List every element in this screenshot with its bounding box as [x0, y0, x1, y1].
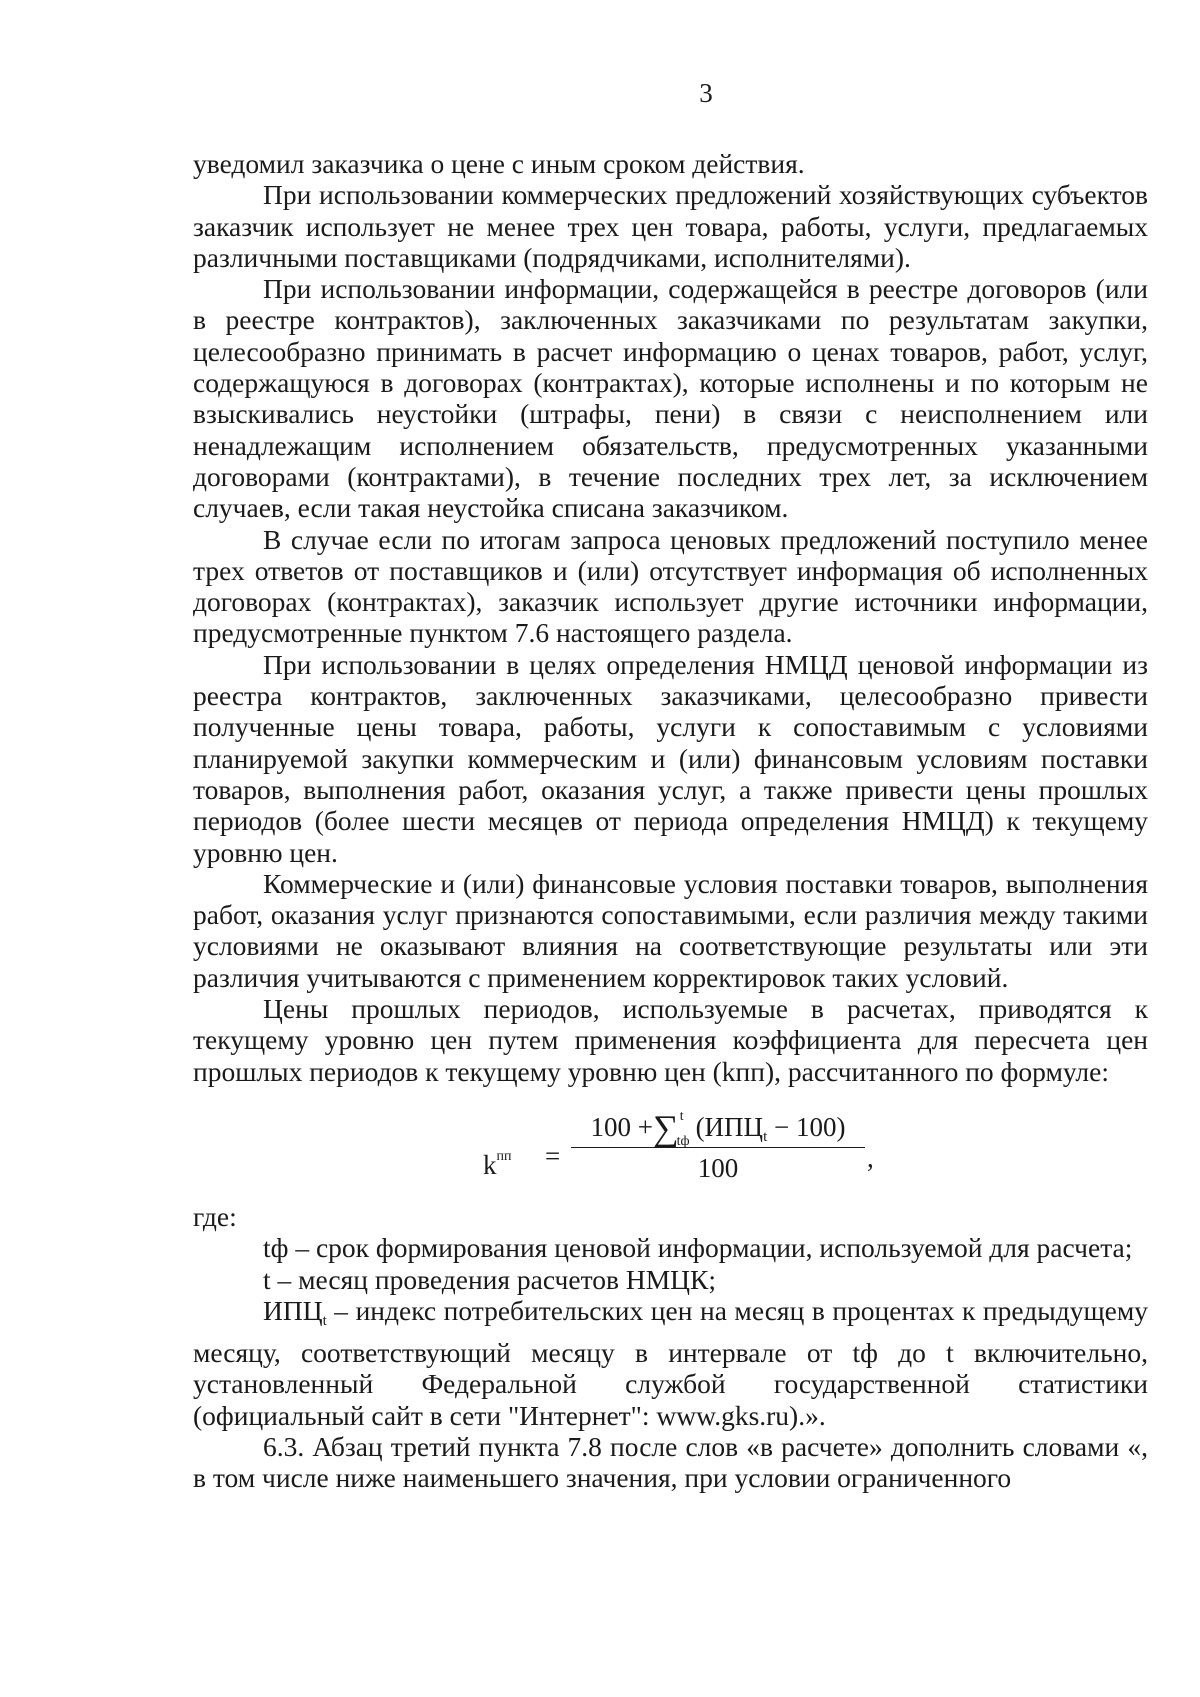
ipc-term: ИПЦ	[263, 1294, 323, 1326]
definition-t: t – месяц проведения расчетов НМЦК;	[263, 1263, 716, 1295]
formula-denominator: 100	[697, 1152, 739, 1183]
paragraph-5: При использовании в целях определения НМЦД ценовой информации из реестра контрактов, заключенных заказчиками, целесообразно привести полученные цены товара, работы, услуги к сопоставимым с условиями планируемой закупки коммерческим и (или) финансовым условиям поставки товаров, выполнения работ, оказания услуг, а также привести цены прошлых периодов (более шести месяцев от периода определения НМЦД) к текущему уровню цен.	[193, 648, 1148, 868]
paragraph-1: уведомил заказчика о цене с иным сроком действия.	[193, 148, 805, 179]
paragraph-4: В случае если по итогам запроса ценовых предложений поступило менее трех ответов от поставщиков и (или) отсутствует информация об исполненных договорах (контрактах), заказчик использует другие источники информации, предусмотренные пунктом 7.6 настоящего раздела.	[193, 523, 1148, 649]
paragraph-3: При использовании информации, содержащейся в реестре договоров (или в реестре контрактов), заключенных заказчиками по результатам закупки, целесообразно принимать в расчет информацию о ценах товаров, работ, услуг, содержащуюся в договорах (контрактах), которые исполнены и по которым не взыскивались неустойки (штрафы, пени) в связи с неисполнением или ненадлежащим исполнением обязательств, предусмотренных указанными договорами (контрактами), в течение последних трех лет, за исключением случаев, если такая неустойка списана заказчиком.	[193, 273, 1148, 524]
ipc-definition-text: – индекс потребительских цен на месяц в процентах к предыдущему месяцу, соответствующий месяцу в интервале от tф до t включительно, установленный Федеральной службой государственной статистики (официальный сайт в сети "Интернет": www.gks.ru).».	[193, 1294, 1148, 1431]
formula-equals: =	[545, 1140, 561, 1171]
formula-comma: ,	[867, 1142, 874, 1173]
formula-lhs	[483, 1141, 511, 1181]
numerator-close: − 100)	[767, 1111, 846, 1142]
amendment-paragraph: 6.3. Абзац третий пункта 7.8 после слов «в расчете» дополнить словами «, в том числе ниже наименьшего значения, при условии ограниченного	[193, 1430, 1148, 1494]
page-number: 3	[699, 78, 713, 108]
paragraph-2: При использовании коммерческих предложений хозяйствующих субъектов заказчик использует не менее трех цен товара, работы, услуги, предлагаемых различными поставщиками (подрядчиками, исполнителями).	[193, 179, 1148, 273]
numerator-prefix: 100 +	[590, 1111, 654, 1142]
formula-lhs-symbol: k	[483, 1149, 497, 1180]
ipc-term-subscript: t	[322, 1312, 327, 1329]
formula-block	[193, 1087, 1148, 1201]
sum-upper-limit: t	[679, 1108, 684, 1124]
where-label: где:	[193, 1200, 237, 1232]
sum-lower-limit: tф	[676, 1133, 690, 1149]
paragraph-6: Коммерческие и (или) финансовые условия поставки товаров, выполнения работ, оказания услуг признаются сопоставимыми, если различия между такими условиями не оказывают влияния на соответствующие результаты или эти различия учитываются с применением корректировок таких условий.	[193, 867, 1148, 993]
numerator-term-subscript: t	[763, 1128, 768, 1145]
fraction-bar	[571, 1147, 865, 1148]
document-body	[193, 148, 1148, 1494]
definition-tf: tф – срок формирования ценовой информации, используемой для расчета;	[263, 1232, 1133, 1264]
formula-lhs-superscript: пп	[496, 1148, 512, 1164]
numerator-term: (ИПЦ	[695, 1111, 764, 1142]
sigma-symbol: ∑	[653, 1107, 679, 1148]
definition-ipc	[193, 1295, 1148, 1431]
paragraph-7: Цены прошлых периодов, используемые в расчетах, приводятся к текущему уровню цен путем применения коэффициента для пересчета цен прошлых периодов к текущему уровню цен (kпп), рассчитанного по формуле:	[193, 993, 1148, 1087]
